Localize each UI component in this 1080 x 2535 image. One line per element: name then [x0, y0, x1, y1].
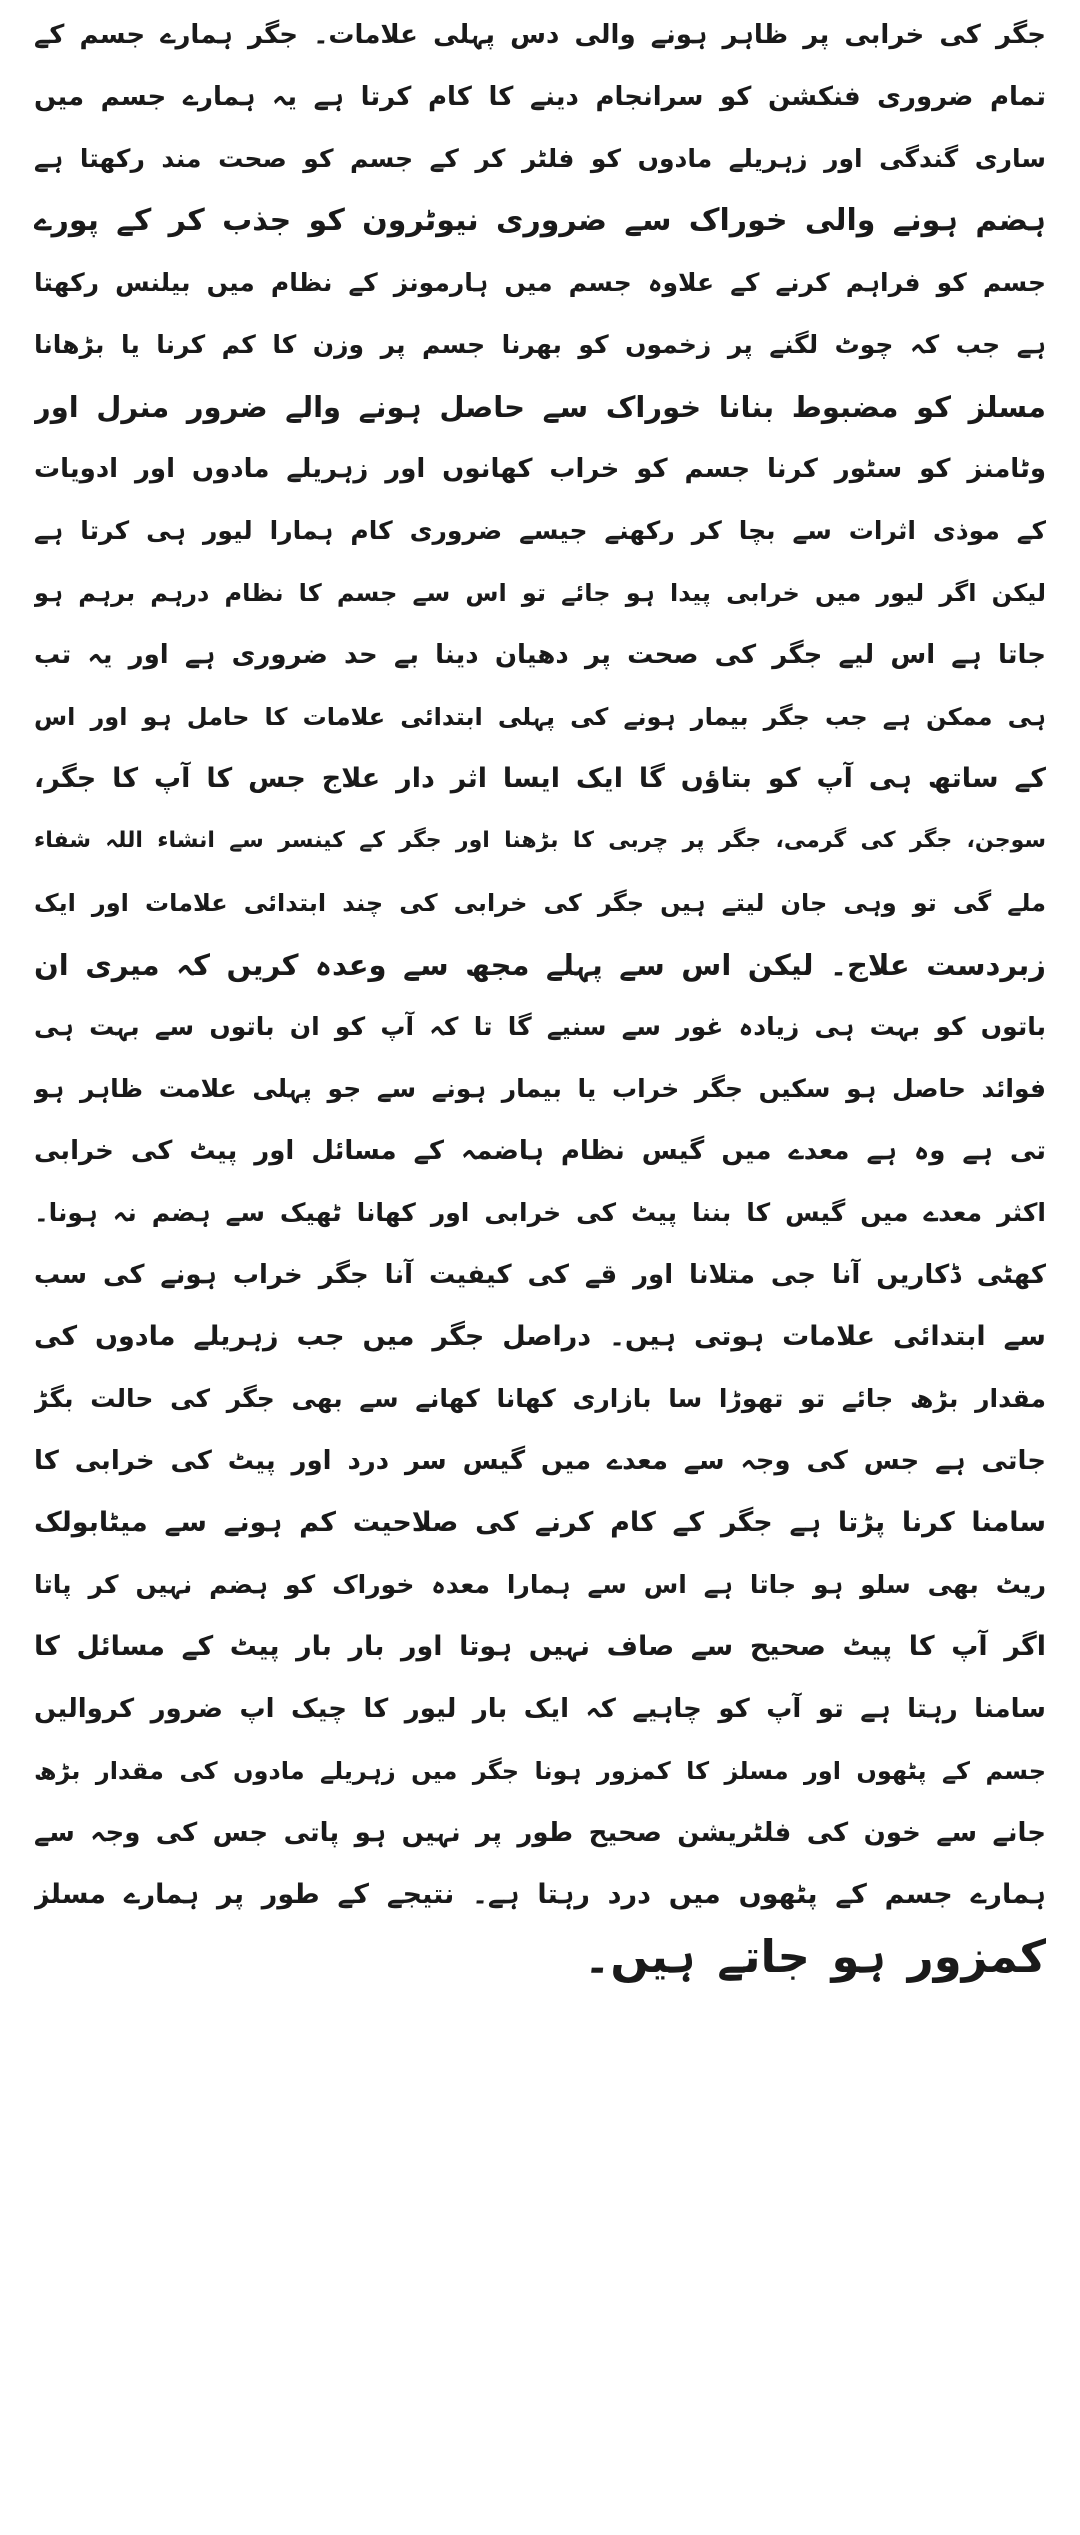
text-line-31: ہمارے جسم کے پٹھوں میں درد رہتا ہے۔ نتیجے کے طور پر ہمارے مسلز	[34, 1879, 1046, 1910]
text-line-22: سے ابتدائی علامات ہوتی ہیں۔ دراصل جگر میں جب زہریلے مادوں کی	[34, 1321, 1046, 1352]
text-line-24: جاتی ہے جس کی وجہ سے معدے میں گیس سر درد اور پیٹ کی خرابی کا	[34, 1446, 1046, 1476]
text-line-12: ہی ممکن ہے جب جگر بیمار ہونے کی پہلی ابتدائی علامات کا حامل ہو اور اس	[34, 703, 1046, 731]
text-line-16: زبردست علاج۔ لیکن اس سے پہلے مجھ سے وعدہ کریں کہ میری ان	[34, 948, 1046, 982]
text-line-6: ہے جب کہ چوٹ لگنے پر زخموں کو بھرنا جسم پر وزن کا کم کرنا یا بڑھانا	[34, 330, 1046, 359]
text-line-9: کے موذی اثرات سے بچا کر رکھنے جیسے ضروری کام ہمارا لیور ہی کرتا ہے	[34, 516, 1046, 545]
text-line-2: تمام ضروری فنکشن کو سرانجام دینے کا کام کرتا ہے یہ ہمارے جسم میں	[34, 82, 1046, 112]
text-line-8: وٹامنز کو سٹور کرنا جسم کو خراب کھانوں اور زہریلے مادوں اور ادویات	[34, 454, 1046, 484]
text-line-30: جانے سے خون کی فلٹریشن صحیح طور پر نہیں ہو پاتی جس کی وجہ سے	[34, 1818, 1046, 1848]
text-line-25: سامنا کرنا پڑتا ہے جگر کے کام کرنے کی صلاحیت کم ہونے سے میٹابولک	[34, 1507, 1046, 1538]
text-line-3: ساری گندگی اور زہریلے مادوں کو فلٹر کر کے جسم کو صحت مند رکھتا ہے	[34, 144, 1046, 173]
text-line-19: تی ہے وہ ہے معدے میں گیس نظام ہاضمہ کے مسائل اور پیٹ کی خرابی	[34, 1136, 1046, 1166]
text-line-13: کے ساتھ ہی آپ کو بتاؤں گا ایک ایسا اثر دار علاج جس کا آپ کا جگر،	[34, 763, 1046, 794]
text-line-4: ہضم ہونے والی خوراک سے ضروری نیوٹرون کو جذب کر کے پورے	[34, 203, 1046, 238]
text-line-23: مقدار بڑھ جائے تو تھوڑا سا بازاری کھانا کھانے سے بھی جگر کی حالت بگڑ	[34, 1384, 1046, 1413]
text-line-32: کمزور ہو جاتے ہیں۔	[584, 1930, 1046, 1983]
text-line-14: سوجن، جگر کی گرمی، جگر پر چربی کا بڑھنا اور جگر کے کینسر سے انشاء اللہ شفاء	[34, 828, 1046, 853]
text-line-29: جسم کے پٹھوں اور مسلز کا کمزور ہونا جگر میں زہریلے مادوں کی مقدار بڑھ	[34, 1757, 1046, 1785]
text-line-5: جسم کو فراہم کرنے کے علاوہ جسم میں ہارمونز کے نظام میں بیلنس رکھتا	[34, 268, 1046, 297]
text-line-18: فوائد حاصل ہو سکیں جگر خراب یا بیمار ہونے سے جو پہلی علامت ظاہر ہو	[34, 1074, 1046, 1103]
text-line-1: جگر کی خرابی پر ظاہر ہونے والی دس پہلی علامات۔ جگر ہمارے جسم کے	[34, 20, 1046, 50]
text-line-17: باتوں کو بہت ہی زیادہ غور سے سنیے گا تا کہ آپ کو ان باتوں سے بہت ہی	[34, 1012, 1046, 1041]
text-line-27: اگر آپ کا پیٹ صحیح سے صاف نہیں ہوتا اور بار بار پیٹ کے مسائل کا	[34, 1631, 1046, 1662]
text-line-28: سامنا رہتا ہے تو آپ کو چاہیے کہ ایک بار لیور کا چیک اپ ضرور کروالیں	[34, 1694, 1046, 1724]
text-line-7: مسلز کو مضبوط بنانا خوراک سے حاصل ہونے والے ضرور منرل اور	[34, 390, 1046, 424]
text-line-15: ملے گی تو وہی جان لیتے ہیں جگر کی خرابی کی چند ابتدائی علامات اور ایک	[34, 889, 1046, 917]
text-line-26: ریٹ بھی سلو ہو جاتا ہے اس سے ہمارا معدہ خوراک کو ہضم نہیں کر پاتا	[34, 1570, 1046, 1599]
text-line-21: کھٹی ڈکاریں آنا جی متلانا اور قے کی کیفیت آنا جگر خراب ہونے کی سب	[34, 1260, 1046, 1290]
text-line-20: اکثر معدے میں گیس کا بننا پیٹ کی خرابی اور کھانا ٹھیک سے ہضم نہ ہونا۔	[34, 1198, 1046, 1227]
text-line-11: جاتا ہے اس لیے جگر کی صحت پر دھیان دینا بے حد ضروری ہے اور یہ تب	[34, 640, 1046, 670]
text-line-10: لیکن اگر لیور میں خرابی پیدا ہو جائے تو اس سے جسم کا نظام درہم برہم ہو	[34, 579, 1046, 607]
